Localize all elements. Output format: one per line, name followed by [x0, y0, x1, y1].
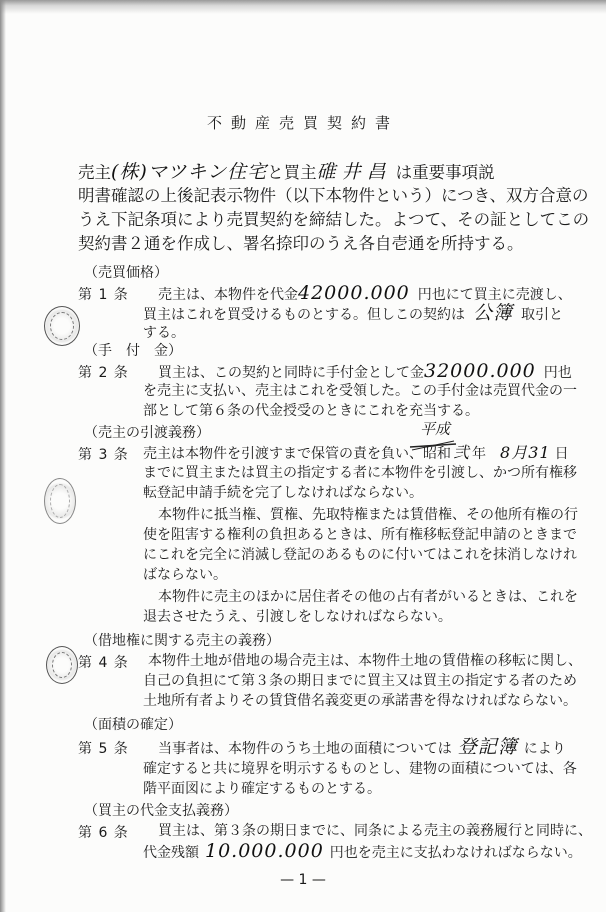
article-3-line-6: にこれを完全に消滅し登記のあるものに付いてはこれを抹消しなけれ — [143, 547, 577, 563]
article-6-line-2 — [143, 842, 582, 862]
year-label: 年 — [472, 446, 487, 462]
article-1-text-d: 取引と — [521, 307, 564, 323]
scan-edge-top — [0, 0, 606, 14]
article-6-text-b: 円也を売主に支払わなければならない。 — [329, 845, 582, 861]
section-3-heading: （売主の引渡義務） — [84, 425, 210, 441]
seal-stamp-3 — [46, 646, 78, 684]
article-3-line-8: 本物件に売主のほかに居住者その他の占有者がいるときは、これを — [158, 589, 578, 605]
seal-stamp-3-ring — [52, 652, 72, 678]
article-6-line-1: 買主は、第３条の期日までに、同条による売主の義務履行と同時に、 — [158, 823, 592, 839]
article-5-text-a: 当事者は、本物件のうち土地の面積については — [158, 741, 452, 757]
buyer-name-handwritten: 碓井昌 — [316, 161, 392, 183]
article-2-text-a: 買主は、この契約と同時に手付金として金 — [158, 365, 424, 381]
intro-line-2: 明書確認の上後記表示物件（以下本物件という）につき、双方合意の — [78, 186, 589, 205]
seal-stamp-2-ring — [50, 484, 70, 518]
article-5-line-3: 階平面図により確定するものとする。 — [143, 781, 381, 797]
section-2-heading: （手 付 金） — [84, 343, 182, 359]
transaction-method-handwritten: 公簿 — [473, 302, 514, 324]
date-handwritten: 8月31 — [500, 443, 551, 462]
and-buyer-label: と買主 — [267, 163, 317, 182]
article-3-line-5: 使を阻害する権利の負担あるときは、所有権移転登記申請のときまで — [143, 527, 577, 543]
price-handwritten: 42000.000 — [298, 282, 410, 304]
seller-name-handwritten: (株)マツキン住宅 — [111, 161, 268, 183]
year-handwritten: 弐 — [453, 443, 471, 462]
page-number: — 1 — — [280, 872, 326, 888]
balance-handwritten: 10.000.000 — [205, 840, 324, 862]
article-1-line-1 — [158, 284, 572, 304]
article-4-line-2: 自己の負担にて第３条の期日までに買主又は買主の指定する者のため — [143, 673, 577, 689]
article-3-line-3: 転登記申請手続を完了しなければならない。 — [143, 485, 423, 501]
article-1-text-c: 買主はこれを買受けるものとする。但しこの契約は — [143, 307, 465, 323]
scan-edge-left — [0, 0, 6, 912]
article-2-line-2: を売主に支払い、売主はこれを受領した。この手付金は売買代金の一 — [143, 383, 577, 399]
article-3-line-7: ばならない。 — [143, 567, 227, 583]
article-1-line-2 — [143, 304, 563, 324]
day-label: 日 — [554, 446, 569, 462]
article-6-text-a: 代金残額 — [143, 845, 199, 861]
section-4-heading: （借地権に関する売主の義務） — [84, 633, 280, 649]
article-1-label: 第 1 条 — [78, 287, 129, 303]
section-1-heading: （売買価格） — [84, 265, 168, 281]
article-6-label: 第 6 条 — [78, 825, 129, 841]
article-4-line-3: 土地所有者よりその賃貸借名義変更の承諾書を得なければならない。 — [143, 693, 577, 709]
section-6-heading: （買主の代金支払義務） — [84, 803, 238, 819]
era-correction-handwritten: 平成 — [420, 420, 451, 438]
article-5-line-1 — [158, 738, 566, 758]
article-2-label: 第 2 条 — [78, 365, 129, 381]
deposit-handwritten: 32000.000 — [424, 360, 536, 382]
article-3-line-2: までに買主または買主の指定する者に本物件を引渡し、かつ所有権移 — [143, 465, 577, 481]
article-3-line-9: 退去させたうえ、引渡しをしなければならない。 — [143, 609, 452, 625]
article-3-text-a: 売主は本物件を引渡すまで保管の責を負い、昭和 — [143, 446, 451, 462]
seal-stamp-1-ring — [50, 312, 74, 340]
article-1-text-b: 円也にて買主に売渡し、 — [417, 287, 572, 303]
seal-stamp-1 — [44, 306, 80, 346]
article-2-text-b: 円也 — [543, 365, 572, 381]
intro-line-3: うえ下記条項により売買契約を締結した。よつて、その証としてこの — [78, 210, 590, 229]
intro-line-1 — [78, 162, 495, 183]
article-3-line-1 — [143, 444, 569, 463]
intro-line-1-tail: は重要事項説 — [395, 163, 495, 182]
article-5-text-b: により — [523, 741, 566, 757]
section-5-heading: （面積の確定） — [84, 717, 182, 733]
article-5-line-2: 確定すると共に境界を明示するものとし、建物の面積については、各 — [143, 761, 577, 777]
seal-stamp-2 — [44, 478, 76, 524]
article-1-text-a: 売主は、本物件を代金 — [158, 287, 298, 303]
article-4-label: 第 4 条 — [78, 655, 129, 671]
seller-label: 売主 — [78, 163, 111, 182]
document-title: 不動産売買契約書 — [206, 114, 399, 132]
article-2-line-3: 部として第６条の代金授受のときにこれを充当する。 — [143, 403, 479, 419]
article-5-label: 第 5 条 — [78, 741, 129, 757]
article-2-line-1 — [158, 362, 572, 382]
article-4-line-1: 本物件土地が借地の場合売主は、本物件土地の賃借権の移転に関し、 — [148, 653, 582, 669]
area-basis-handwritten: 登記簿 — [457, 736, 518, 758]
article-3-label: 第 3 条 — [78, 447, 129, 463]
intro-line-4: 契約書２通を作成し、署名捺印のうえ各自壱通を所持する。 — [78, 234, 524, 253]
article-3-line-4: 本物件に抵当権、質権、先取特権または賃借権、その他所有権の行 — [158, 507, 578, 523]
article-1-line-3: する。 — [143, 325, 185, 341]
